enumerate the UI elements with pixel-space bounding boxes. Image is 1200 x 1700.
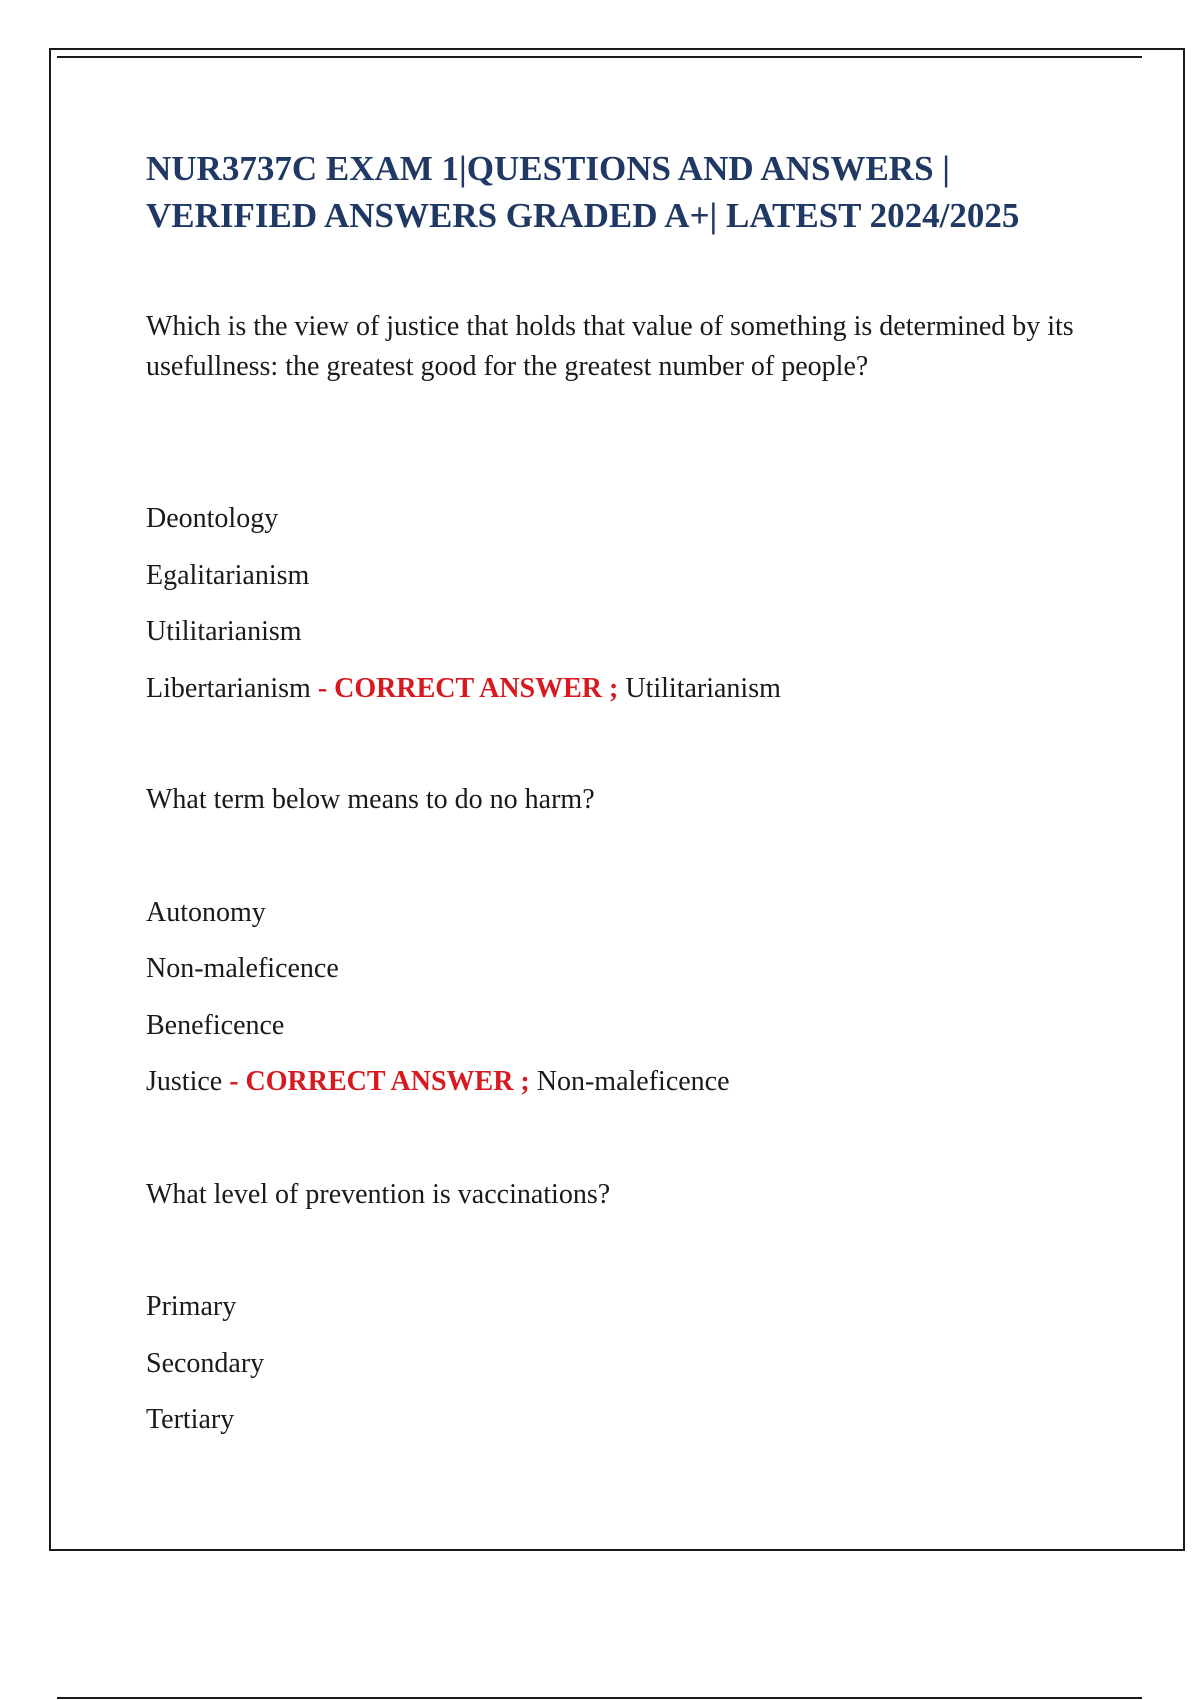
correct-answer-marker: - CORRECT ANSWER ; (229, 1066, 530, 1097)
document-title-line-2: VERIFIED ANSWERS GRADED A+| LATEST 2024/2025 (146, 196, 1020, 235)
question-3-text: What level of prevention is vaccinations? (146, 1179, 611, 1210)
document-title-line-1: NUR3737C EXAM 1|QUESTIONS AND ANSWERS | (146, 149, 951, 188)
question-1-option-4-answer-line (146, 669, 781, 709)
question-2-option-3: Beneficence (146, 1010, 285, 1041)
question-1-option-3: Utilitarianism (146, 616, 302, 647)
question-1-answer: Utilitarianism (625, 673, 781, 704)
question-3-option-2: Secondary (146, 1348, 265, 1379)
question-2-option-2: Non-maleficence (146, 953, 339, 984)
question-3-option-1: Primary (146, 1291, 237, 1322)
question-2-option-4-answer-line (146, 1062, 730, 1102)
question-2-answer: Non-maleficence (536, 1066, 730, 1097)
question-2-option-4: Justice (146, 1066, 223, 1097)
question-2-text: What term below means to do no harm? (146, 784, 595, 815)
question-1-option-2: Egalitarianism (146, 560, 310, 591)
question-3-option-3: Tertiary (146, 1404, 235, 1435)
document-title (146, 145, 1146, 239)
question-2-option-1: Autonomy (146, 897, 266, 928)
question-1-option-1: Deontology (146, 503, 279, 534)
question-1-text: Which is the view of justice that holds that value of something is determined by its usefullness: the greatest good for the greatest number of people? (146, 311, 1074, 382)
bottom-rule (57, 1697, 1142, 1699)
question-1-option-4: Libertarianism (146, 673, 311, 704)
correct-answer-marker: - CORRECT ANSWER ; (317, 673, 619, 704)
